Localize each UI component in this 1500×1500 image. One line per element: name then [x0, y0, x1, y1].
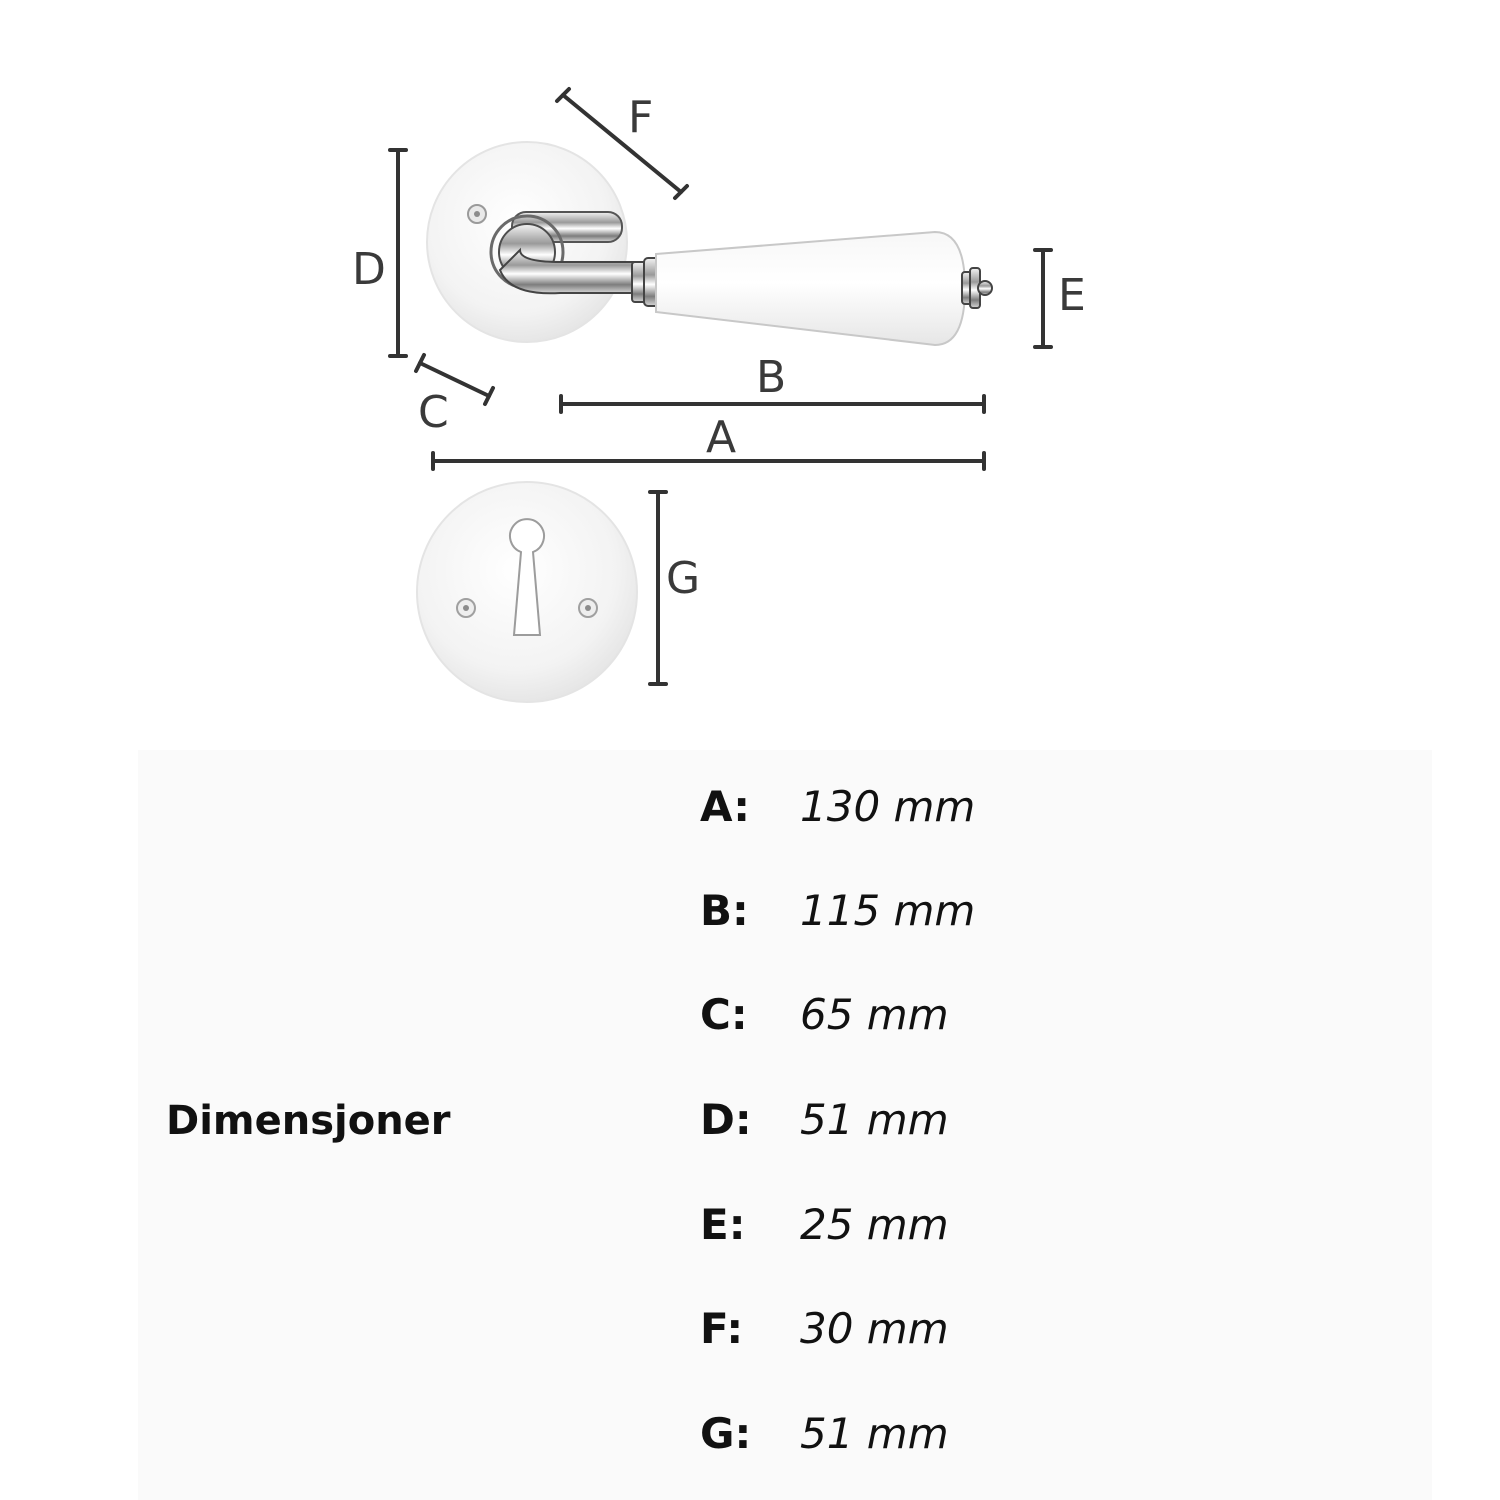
dimension-g [650, 492, 700, 684]
spec-row-f [700, 1304, 1300, 1364]
spec-row-a [700, 782, 1300, 842]
dimension-label-e: E [1058, 270, 1086, 321]
spec-key: F: [700, 1304, 744, 1353]
dimension-c [416, 355, 493, 438]
dimension-label-b: B [756, 352, 787, 403]
dimension-label-f: F [628, 92, 654, 143]
spec-key: A: [700, 782, 751, 831]
spec-row-c [700, 990, 1300, 1050]
dimension-label-d: D [352, 244, 386, 295]
rosette-screw [468, 205, 486, 223]
dimension-e [1035, 250, 1086, 347]
spec-value: 65 mm [800, 990, 949, 1039]
spec-row-b [700, 886, 1300, 946]
dimension-d [352, 150, 406, 356]
spec-value: 30 mm [800, 1304, 949, 1353]
dimension-label-a: A [706, 412, 737, 463]
door-handle-diagram [0, 0, 1500, 740]
escutcheon-screw-right [579, 599, 597, 617]
dimension-a [433, 412, 984, 469]
dimension-b [561, 352, 984, 412]
spec-value: 115 mm [800, 886, 976, 935]
spec-key: C: [700, 990, 748, 1039]
spec-value: 25 mm [800, 1200, 949, 1249]
dimension-label-c: C [418, 387, 449, 438]
dimension-label-g: G [666, 553, 701, 604]
spec-key: D: [700, 1095, 752, 1144]
spec-row-g [700, 1409, 1300, 1469]
spec-key: G: [700, 1409, 752, 1458]
dimensions-panel [138, 750, 1432, 1500]
keyhole-escutcheon [417, 482, 637, 702]
spec-row-d [700, 1095, 1300, 1155]
escutcheon-screw-left [457, 599, 475, 617]
dimensions-heading: Dimensjoner [166, 1098, 451, 1144]
spec-key: B: [700, 886, 749, 935]
spec-key: E: [700, 1200, 746, 1249]
spec-value: 51 mm [800, 1095, 949, 1144]
spec-row-e [700, 1200, 1300, 1260]
spec-value: 130 mm [800, 782, 976, 831]
spec-value: 51 mm [800, 1409, 949, 1458]
